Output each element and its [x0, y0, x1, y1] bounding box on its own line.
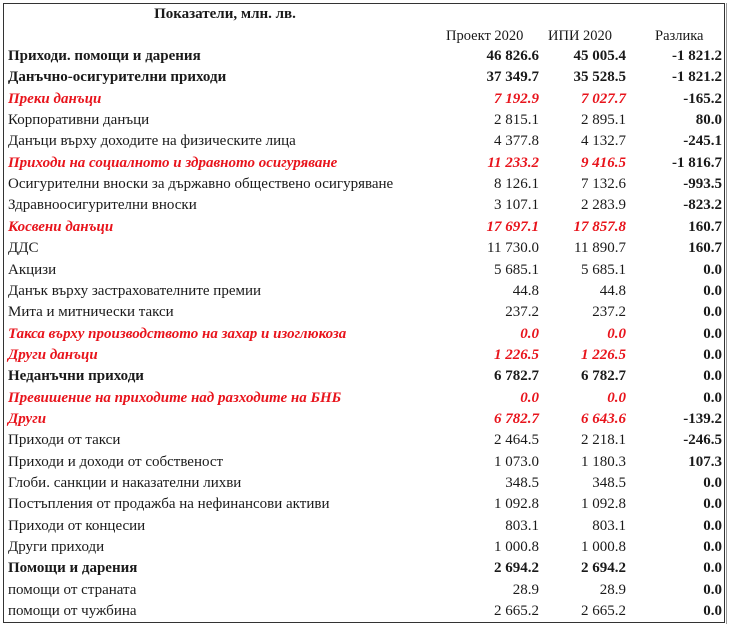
cell-difference: 0.0 [703, 261, 722, 278]
row-label: Корпоративни данъци [8, 112, 150, 129]
cell-ipi-2020: 0.0 [607, 389, 626, 406]
table-row [8, 516, 724, 537]
table-row [8, 537, 724, 558]
cell-difference: 0.0 [703, 517, 722, 534]
cell-ipi-2020: 7 027.7 [581, 90, 626, 107]
cell-difference: -165.2 [683, 90, 722, 107]
row-label: Приходи от концесии [8, 517, 146, 534]
table-row [8, 580, 724, 601]
table-row [8, 89, 724, 110]
cell-proekt-2020: 1 092.8 [494, 496, 539, 513]
cell-proekt-2020: 6 782.7 [494, 368, 539, 385]
table-row [8, 302, 724, 323]
cell-ipi-2020: 11 890.7 [574, 240, 626, 257]
table-row [8, 153, 724, 174]
cell-proekt-2020: 1 073.0 [494, 453, 539, 470]
table-row [8, 366, 724, 387]
cell-ipi-2020: 35 528.5 [573, 69, 626, 86]
cell-proekt-2020: 5 685.1 [494, 261, 539, 278]
cell-ipi-2020: 1 092.8 [581, 496, 626, 513]
cell-ipi-2020: 2 665.2 [581, 603, 626, 620]
cell-ipi-2020: 6 782.7 [581, 368, 626, 385]
cell-difference: 0.0 [703, 389, 722, 406]
cell-proekt-2020: 0.0 [520, 389, 539, 406]
row-label: Данъчно-осигурителни приходи [8, 69, 227, 86]
table-row [8, 409, 724, 430]
cell-proekt-2020: 11 233.2 [487, 154, 539, 171]
cell-proekt-2020: 0.0 [520, 325, 539, 342]
cell-ipi-2020: 7 132.6 [581, 176, 626, 193]
cell-difference: -245.1 [683, 133, 722, 150]
cell-ipi-2020: 17 857.8 [573, 218, 626, 235]
row-label: Приходи на социалното и здравното осигуряване [8, 154, 338, 171]
column-header-diff: Разлика [655, 28, 704, 44]
cell-ipi-2020: 2 895.1 [581, 112, 626, 129]
row-label: Здравноосигурителни вноски [8, 197, 197, 214]
cell-proekt-2020: 803.1 [505, 517, 539, 534]
cell-difference: 160.7 [688, 218, 722, 235]
cell-difference: -139.2 [683, 410, 722, 427]
table-row [8, 388, 724, 409]
cell-proekt-2020: 7 192.9 [494, 90, 539, 107]
table-row [8, 494, 724, 515]
cell-proekt-2020: 348.5 [505, 475, 539, 491]
table-row [8, 131, 724, 152]
row-label: Постъпления от продажба на нефинансови активи [8, 496, 330, 513]
table-row [8, 345, 724, 366]
row-label: Други данъци [8, 346, 98, 363]
row-label: Приходи от такси [8, 432, 121, 449]
cell-difference: 160.7 [688, 240, 722, 257]
cell-ipi-2020: 45 005.4 [573, 48, 626, 64]
row-label: Помощи и дарения [8, 560, 138, 577]
table-row [8, 195, 724, 216]
row-label: помощи от чужбина [8, 603, 137, 620]
cell-difference: 0.0 [703, 560, 722, 577]
cell-ipi-2020: 2 694.2 [581, 560, 626, 577]
cell-proekt-2020: 44.8 [512, 282, 539, 299]
cell-proekt-2020: 237.2 [505, 304, 539, 321]
cell-proekt-2020: 37 349.7 [486, 69, 539, 86]
cell-difference: -1 816.7 [672, 154, 722, 171]
cell-difference: 0.0 [703, 368, 722, 385]
table-row [8, 601, 724, 622]
cell-difference: 0.0 [703, 603, 722, 620]
table-row [8, 217, 724, 238]
cell-difference: 0.0 [703, 581, 722, 598]
table-row [8, 430, 724, 451]
table-row [8, 46, 724, 67]
cell-proekt-2020: 4 377.8 [494, 133, 539, 150]
table-row [8, 558, 724, 579]
row-label: Такса върху производството на захар и изоглюкоза [8, 325, 347, 342]
cell-difference: 80.0 [695, 112, 722, 129]
table-row [8, 473, 724, 494]
table-row [8, 174, 724, 195]
cell-difference: 0.0 [703, 539, 722, 556]
cell-proekt-2020: 2 694.2 [494, 560, 539, 577]
cell-difference: -823.2 [683, 197, 722, 214]
cell-proekt-2020: 1 226.5 [494, 346, 539, 363]
cell-ipi-2020: 6 643.6 [581, 410, 626, 427]
row-label: Данък върху застрахователните премии [8, 282, 262, 299]
cell-ipi-2020: 5 685.1 [581, 261, 626, 278]
cell-difference: -246.5 [683, 432, 722, 449]
table-row [8, 260, 724, 281]
row-label: помощи от страната [8, 581, 137, 598]
cell-proekt-2020: 1 000.8 [494, 539, 539, 556]
cell-ipi-2020: 1 226.5 [581, 346, 626, 363]
cell-proekt-2020: 2 815.1 [494, 112, 539, 129]
cell-difference: -1 821.2 [672, 48, 722, 64]
table-title: Показатели, млн. лв. [154, 6, 296, 22]
cell-difference: 0.0 [703, 496, 722, 513]
cell-ipi-2020: 803.1 [592, 517, 626, 534]
row-label: Акцизи [8, 261, 57, 278]
cell-proekt-2020: 2 464.5 [494, 432, 539, 449]
cell-proekt-2020: 28.9 [512, 581, 539, 598]
row-label: Мита и митнически такси [8, 304, 174, 321]
row-label: Приходи. помощи и дарения [8, 48, 201, 64]
cell-difference: 0.0 [703, 325, 722, 342]
cell-ipi-2020: 28.9 [599, 581, 626, 598]
row-label: Други приходи [8, 539, 105, 556]
cell-proekt-2020: 17 697.1 [486, 218, 539, 235]
row-label: ДДС [8, 240, 39, 257]
cell-ipi-2020: 0.0 [607, 325, 626, 342]
cell-proekt-2020: 3 107.1 [494, 197, 539, 214]
frame-shadow [726, 3, 727, 624]
cell-ipi-2020: 9 416.5 [581, 154, 626, 171]
table-row [8, 110, 724, 131]
cell-difference: -1 821.2 [672, 69, 722, 86]
cell-difference: -993.5 [683, 176, 722, 193]
cell-ipi-2020: 237.2 [592, 304, 626, 321]
cell-proekt-2020: 8 126.1 [494, 176, 539, 193]
table-row [8, 67, 724, 88]
row-label: Данъци върху доходите на физическите лица [8, 133, 296, 150]
row-label: Осигурителни вноски за държавно обществено осигуряване [8, 176, 394, 193]
table-row [8, 238, 724, 259]
cell-difference: 0.0 [703, 304, 722, 321]
cell-proekt-2020: 11 730.0 [487, 240, 539, 257]
row-label: Превишение на приходите над разходите на БНБ [8, 389, 342, 406]
cell-ipi-2020: 1 180.3 [581, 453, 626, 470]
cell-proekt-2020: 6 782.7 [494, 410, 539, 427]
cell-difference: 0.0 [703, 475, 722, 491]
row-label: Приходи и доходи от собственост [8, 453, 224, 470]
row-label: Други [8, 410, 47, 427]
cell-ipi-2020: 348.5 [592, 475, 626, 491]
column-header-ipi: ИПИ 2020 [548, 28, 613, 44]
row-label: Глоби. санкции и наказателни лихви [8, 475, 242, 491]
cell-difference: 107.3 [688, 453, 722, 470]
row-label: Неданъчни приходи [8, 368, 144, 385]
cell-ipi-2020: 1 000.8 [581, 539, 626, 556]
row-label: Косвени данъци [8, 218, 114, 235]
column-header-proekt: Проект 2020 [446, 28, 524, 44]
cell-ipi-2020: 44.8 [599, 282, 626, 299]
cell-proekt-2020: 2 665.2 [494, 603, 539, 620]
table-row [8, 281, 724, 302]
cell-proekt-2020: 46 826.6 [486, 48, 539, 64]
cell-ipi-2020: 4 132.7 [581, 133, 626, 150]
cell-ipi-2020: 2 218.1 [581, 432, 626, 449]
table-row [8, 452, 724, 473]
row-label: Преки данъци [8, 90, 102, 107]
table-row [8, 324, 724, 345]
cell-difference: 0.0 [703, 346, 722, 363]
cell-ipi-2020: 2 283.9 [581, 197, 626, 214]
cell-difference: 0.0 [703, 282, 722, 299]
